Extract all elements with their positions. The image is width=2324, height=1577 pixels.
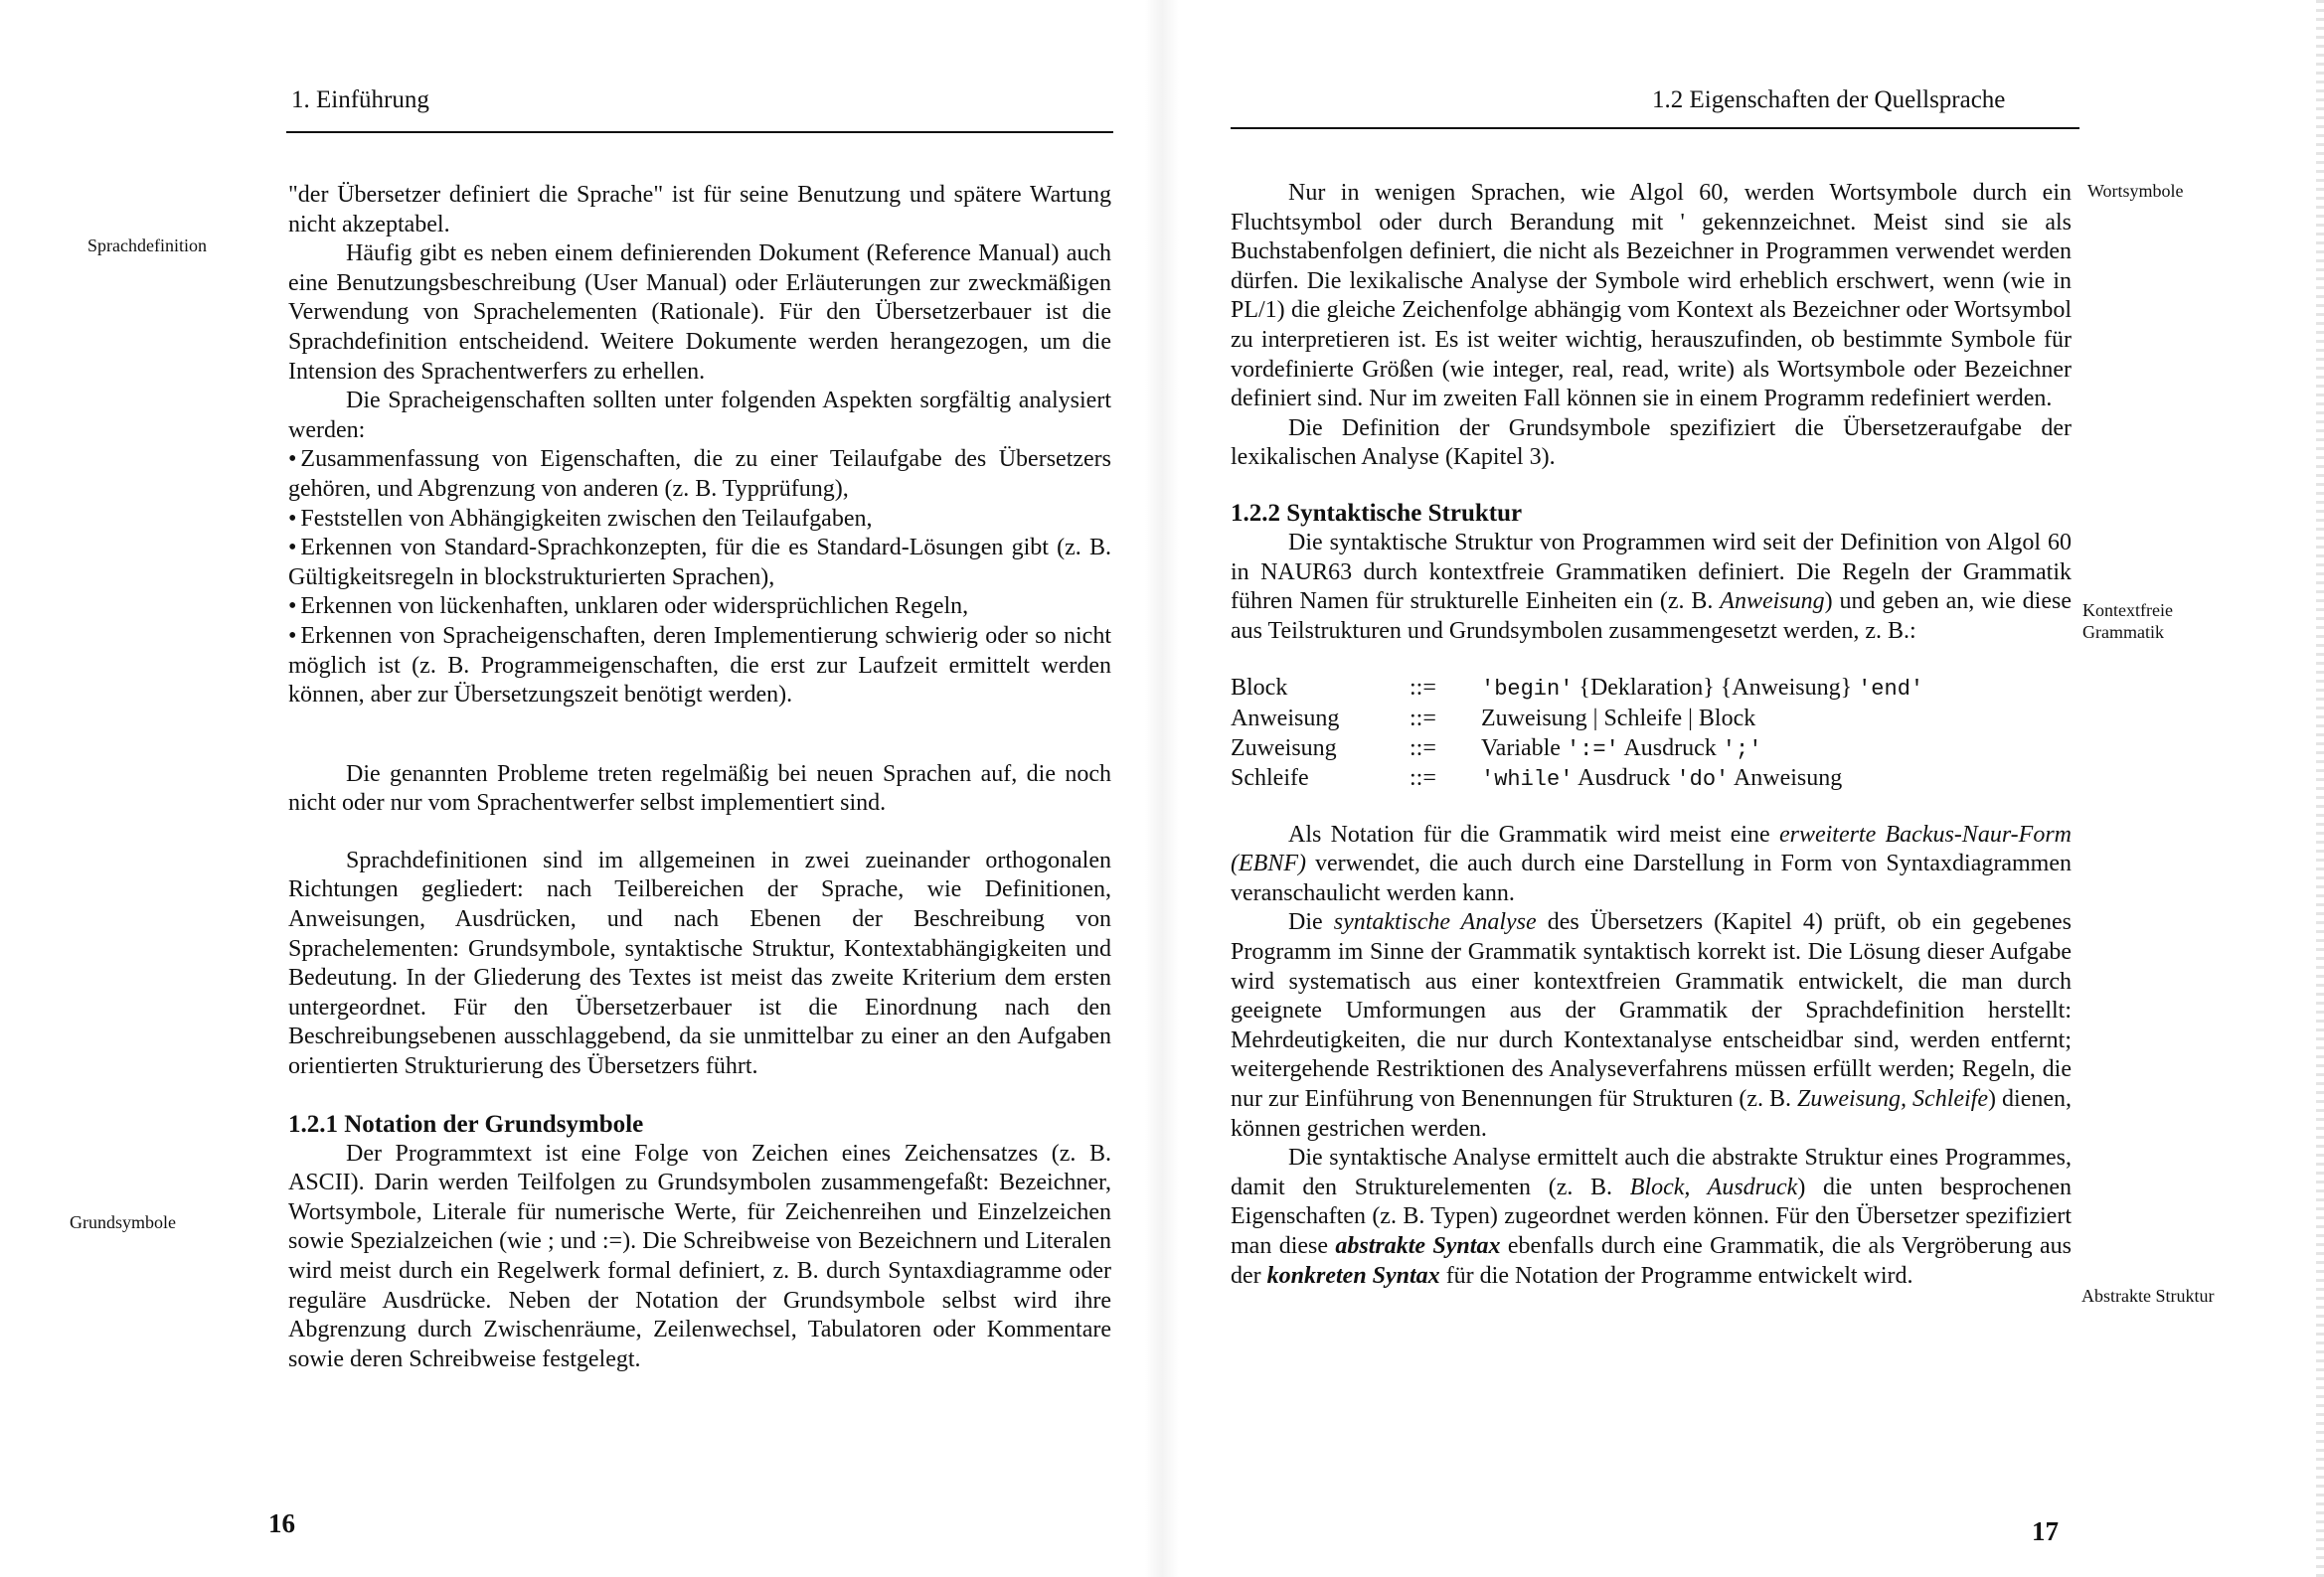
section-heading-1-2-1: 1.2.1 Notation der Grundsymbole xyxy=(288,1110,644,1138)
paragraph: Als Notation für die Grammatik wird meist eine erweiterte Backus-Naur-Form (EBNF) verwendet, die auch durch eine Darstellung in Form von Syntaxdiagrammen veranschaulicht werden kann. xyxy=(1231,821,2073,906)
margin-note-wortsymbole: Wortsymbole xyxy=(2087,181,2184,201)
paragraph: Der Programmtext ist eine Folge von Zeichen eines Zeichensatzes (z. B. ASCII). Darin werden Teilfolgen zu Grundsymbolen zusammengefaßt: Bezeichner, Wortsymbole, Literale für numerische Werte, für Zeichenreihen und Einzelzeichen sowie Spezialzeichen (wie ; und :=). Die Schreibweise von Bezeichnern und Literalen wird meist durch ein Regelwerk formal definiert, z. B. durch Syntaxdiagramme oder reguläre Ausdrücke. Neben der Notation der Grundsymbole selbst wird ihre Abgrenzung durch Zwischenräume, Zeilenwechsel, Tabulatoren oder Kommentare sowie deren Schreibweise festgelegt. xyxy=(288,1140,1111,1372)
paragraph: Nur in wenigen Sprachen, wie Algol 60, werden Wortsymbole durch ein Fluchtsymbol oder durch Berandung mit ' gekennzeichnet. Meist sind sie als Buchstabenfolgen definiert, die nicht als Bezeichner in Programmen verwendet werden dürfen. Die lexikalische Analyse der Symbole wird erheblich erschwert, wenn (wie in PL/1) die gleiche Zeichenfolge abhängig vom Kontext als Bezeichner oder Wortsymbol zu interpretieren ist. Es ist weiter wichtig, herauszufinden, ob bestimmte Symbole für vordefinierte Größen (wie integer, real, read, write) als Wortsymbole oder Bezeichner definiert sind. Nur im zweiten Fall können sie in einem Programm redefiniert werden. xyxy=(1231,180,2072,412)
paragraph: Sprachdefinitionen sind im allgemeinen in zwei zueinander orthogonalen Richtungen gegliedert: nach Teilbereichen der Sprache, wie Definitionen, Anweisungen, Ausdrücken, und nach Ebenen der Beschreibung von Sprachelementen: Grundsymbole, syntaktische Struktur, Kontextabhängigkeiten und Bedeutung. In der Gliederung des Textes ist meist das zweite Kriterium dem ersten untergeordnet. Für den Übersetzerbauer ist die Einordnung nach den Beschreibungsebenen ausschlaggebend, da sie unmittelbar zu einer an den Aufgaben orientierten Strukturierung des Übersetzers führt. xyxy=(288,847,1111,1080)
paragraph: Häufig gibt es neben einem definierenden Dokument (Reference Manual) auch eine Benutzungsbeschreibung (User Manual) oder Erläuterungen zur zweckmäßigen Verwendung von Sprachelementen (Rationale). Für den Übersetzerbauer ist die Sprachdefinition entscheidend. Weitere Dokumente werden herangezogen, um die Intension des Sprachentwerfers zu erhellen. xyxy=(288,240,1111,385)
running-head-right: 1.2 Eigenschaften der Quellsprache xyxy=(1652,86,2006,113)
running-head-left: 1. Einführung xyxy=(291,86,429,113)
list-item: • Erkennen von Spracheigenschaften, deren Implementierung schwierig oder so nicht möglich ist (z. B. Programmeigenschaften, die erst zur Laufzeit ermittelt werden können, aber zur Übersetzungszeit benötigt werden). xyxy=(288,622,1111,710)
page-number-left: 16 xyxy=(268,1508,295,1538)
list-item: • Erkennen von lückenhaften, unklaren oder widersprüchlichen Regeln, xyxy=(288,592,1111,622)
grammar-rule-zuweisung: Zuweisung ::= Variable ':=' Ausdruck ';' xyxy=(1231,734,1762,762)
paragraph: Die syntaktische Analyse ermittelt auch die abstrakte Struktur eines Programmes, damit den Strukturelementen (z. B. Block, Ausdruck) die unten besprochenen Eigenschaften (z. B. Typen) zugeordnet werden können. Für den Übersetzer spezifiziert man diese abstrakte Syntax ebenfalls durch eine Grammatik, die als Vergröberung aus der konkreten Syntax für die Notation der Programme entwickelt wird. xyxy=(1231,1145,2073,1289)
paragraph: Die genannten Probleme treten regelmäßig bei neuen Sprachen auf, die noch nicht oder nur vom Sprachentwerfer selbst implementiert sind. xyxy=(288,760,1111,817)
grammar-rule-anweisung: Anweisung ::= Zuweisung | Schleife | Block xyxy=(1231,705,1756,731)
grammar-rule-block: Block ::= 'begin' {Deklaration} {Anweisung} 'end' xyxy=(1231,675,1924,703)
paragraph: "der Übersetzer definiert die Sprache" ist für seine Benutzung und spätere Wartung nicht akzeptabel. xyxy=(288,182,1111,237)
right-body-text xyxy=(1231,179,2072,1291)
grammar-rule-schleife: Schleife ::= 'while' Ausdruck 'do' Anweisung xyxy=(1231,765,1843,793)
right-page xyxy=(1162,0,2324,1577)
paragraph: Die Spracheigenschaften sollten unter folgenden Aspekten sorgfältig analysiert werden: xyxy=(288,388,1111,443)
paragraph: Die syntaktische Struktur von Programmen wird seit der Definition von Algol 60 in NAUR63 durch kontextfreie Grammatiken definiert. Die Regeln der Grammatik führen Namen für strukturelle Einheiten ein (z. B. Anweisung) und geben an, wie diese aus Teilstrukturen und Grundsymbolen zusammengesetzt werden, z. B.: xyxy=(1231,529,2072,644)
margin-note-abstrakte-struktur: Abstrakte Struktur xyxy=(2081,1286,2215,1306)
list-item: • Erkennen von Standard-Sprachkonzepten, für die es Standard-Lösungen gibt (z. B. Gültigkeitsregeln in blockstrukturierten Sprachen), xyxy=(288,534,1111,592)
list-item: • Feststellen von Abhängigkeiten zwischen den Teilaufgaben, xyxy=(288,505,1111,535)
grammar-rules xyxy=(1231,674,1923,794)
left-body-text xyxy=(288,181,1111,1374)
margin-note-grundsymbole: Grundsymbole xyxy=(70,1212,176,1232)
header-rule-left xyxy=(286,131,1113,133)
margin-note-sprachdefinition: Sprachdefinition xyxy=(87,236,207,255)
section-heading-1-2-2: 1.2.2 Syntaktische Struktur xyxy=(1231,499,1523,527)
paragraph: Die syntaktische Analyse des Übersetzers (Kapitel 4) prüft, ob ein gegebenes Programm im Sinne der Grammatik syntaktisch korrekt ist. Die Lösung dieser Aufgabe wird systematisch aus einer kontextfreien Grammatik entwickelt, die man durch geeignete Umformungen aus der Grammatik der Sprachdefinition herstellt: Mehrdeutigkeiten, die nur durch Kontextanalyse entscheidbar sind, werden entfernt; weitergehende Restriktionen des Analyseverfahrens müssen erfüllt werden; Regeln, die nur zur Einführung von Benennungen für Strukturen (z. B. Zuweisung, Schleife) dienen, können gestrichen werden. xyxy=(1231,909,2073,1142)
page-number-right: 17 xyxy=(2032,1516,2059,1546)
list-item: • Zusammenfassung von Eigenschaften, die zu einer Teilaufgabe des Übersetzers gehören, und Abgrenzung von anderen (z. B. Typprüfung), xyxy=(288,445,1111,504)
margin-note-kontextfreie: Kontextfreie xyxy=(2082,600,2173,620)
margin-note-grammatik: Grammatik xyxy=(2082,622,2164,642)
header-rule-right xyxy=(1231,127,2079,129)
paragraph: Die Definition der Grundsymbole spezifiziert die Übersetzeraufgabe der lexikalischen Analyse (Kapitel 3). xyxy=(1231,414,2072,471)
aspect-list xyxy=(288,445,1111,710)
